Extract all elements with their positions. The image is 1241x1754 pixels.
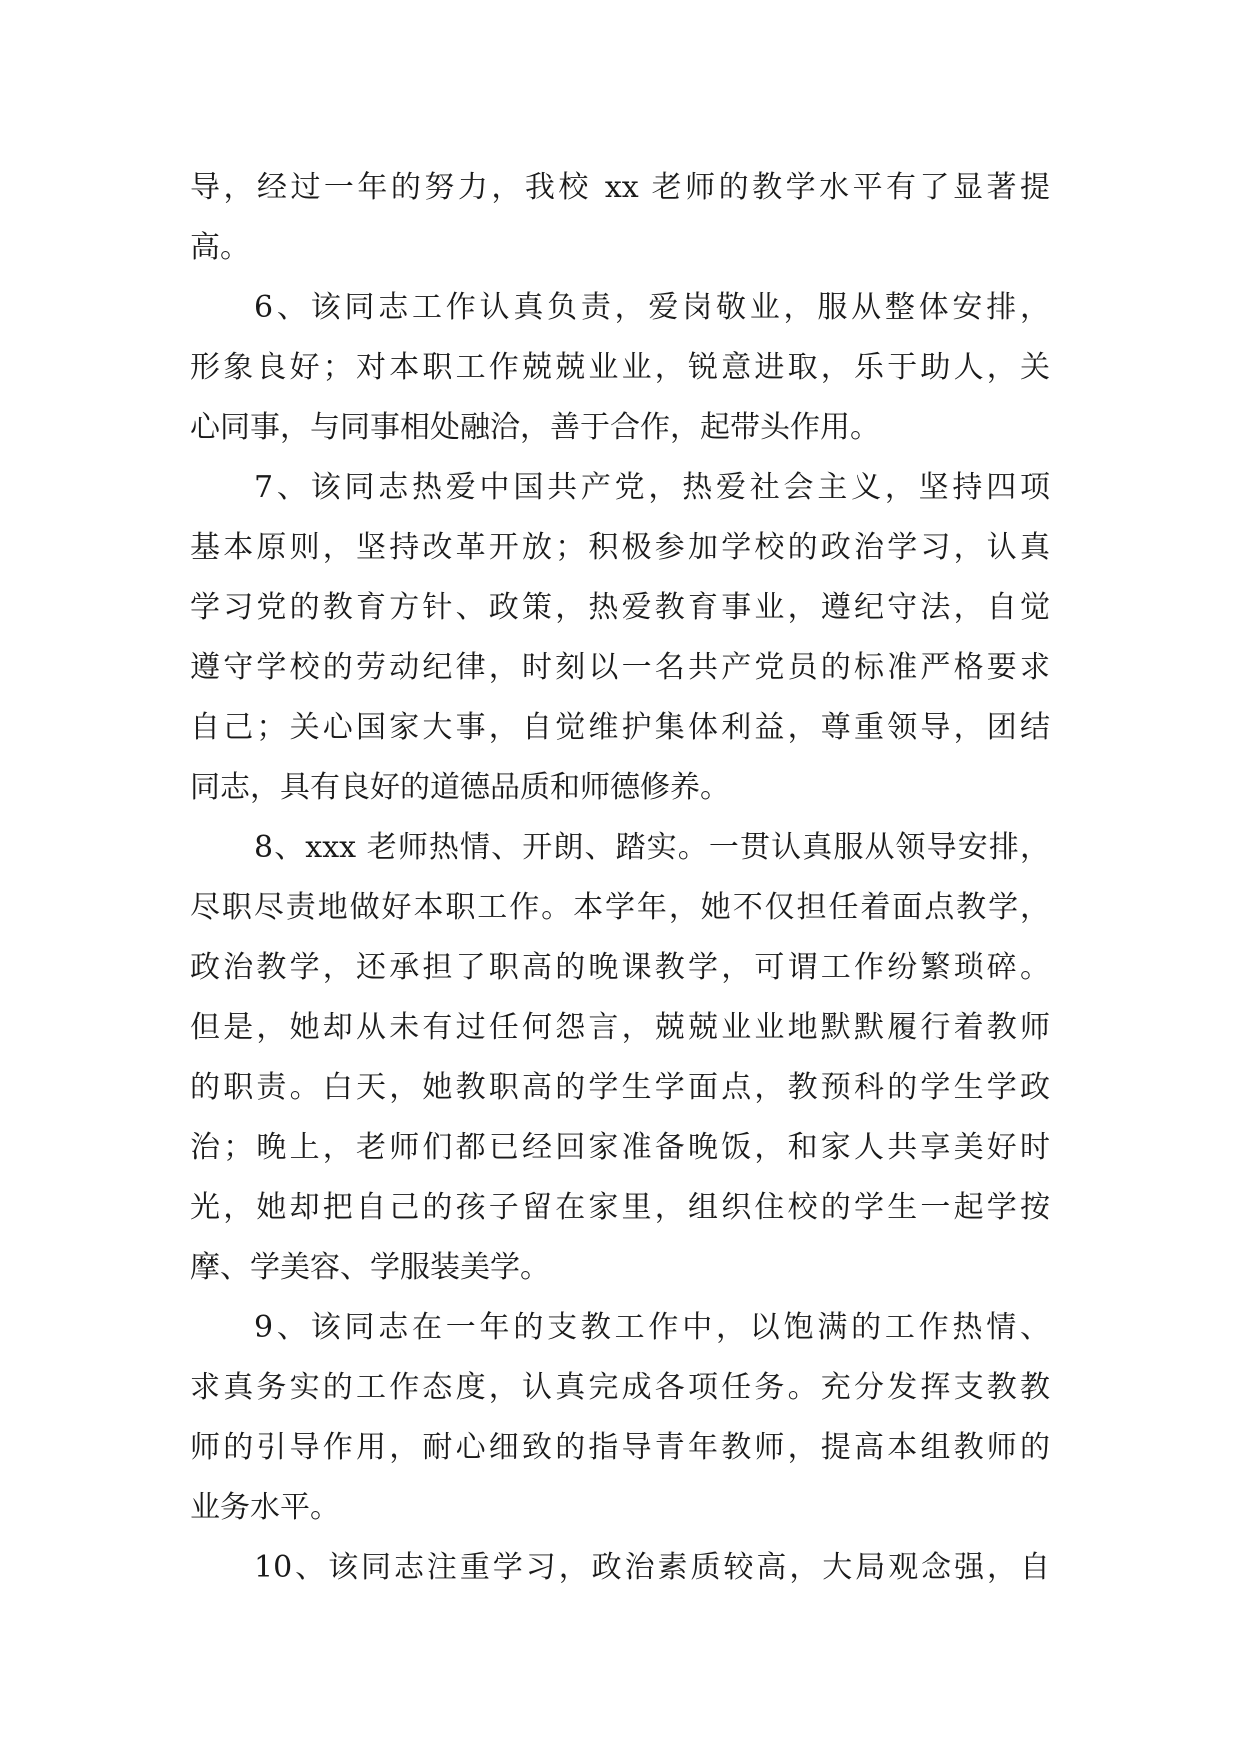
text-line: 9、该同志在一年的支教工作中，以饱满的工作热情、 bbox=[254, 1310, 1050, 1345]
text-line: 同志，具有良好的道德品质和师德修养。 bbox=[190, 770, 730, 805]
paragraph-item-6 bbox=[190, 278, 1050, 458]
text-line: 学习党的教育方针、政策，热爱教育事业，遵纪守法，自觉 bbox=[190, 590, 1050, 625]
text-line: 7、该同志热爱中国共产党，热爱社会主义，坚持四项 bbox=[254, 470, 1050, 505]
text-line: 形象良好；对本职工作兢兢业业，锐意进取，乐于助人，关 bbox=[190, 350, 1050, 385]
text-line: 的职责。白天，她教职高的学生学面点，教预科的学生学政 bbox=[190, 1070, 1050, 1105]
paragraph-item-9 bbox=[190, 1298, 1050, 1538]
text-line: 8、xxx 老师热情、开朗、踏实。一贯认真服从领导安排， bbox=[254, 830, 1050, 865]
text-line: 师的引导作用，耐心细致的指导青年教师，提高本组教师的 bbox=[190, 1430, 1050, 1465]
paragraph-item-10 bbox=[190, 1538, 1050, 1598]
paragraph-item-8 bbox=[190, 818, 1050, 1298]
paragraph-continuation bbox=[190, 158, 1050, 278]
text-line: 治；晚上，老师们都已经回家准备晚饭，和家人共享美好时 bbox=[190, 1130, 1050, 1165]
text-line: 光，她却把自己的孩子留在家里，组织住校的学生一起学按 bbox=[190, 1190, 1050, 1225]
text-line: 导，经过一年的努力，我校 xx 老师的教学水平有了显著提 bbox=[190, 170, 1050, 205]
text-line: 摩、学美容、学服装美学。 bbox=[190, 1250, 550, 1285]
text-line: 尽职尽责地做好本职工作。本学年，她不仅担任着面点教学， bbox=[190, 890, 1050, 925]
text-line: 但是，她却从未有过任何怨言，兢兢业业地默默履行着教师 bbox=[190, 1010, 1050, 1045]
text-line: 业务水平。 bbox=[190, 1490, 340, 1525]
text-line: 10、该同志注重学习，政治素质较高，大局观念强，自 bbox=[254, 1550, 1050, 1585]
paragraph-item-7 bbox=[190, 458, 1050, 818]
text-line: 遵守学校的劳动纪律，时刻以一名共产党员的标准严格要求 bbox=[190, 650, 1050, 685]
text-line: 求真务实的工作态度，认真完成各项任务。充分发挥支教教 bbox=[190, 1370, 1050, 1405]
document-body bbox=[190, 158, 1050, 1598]
text-line: 高。 bbox=[190, 230, 250, 265]
text-line: 自己；关心国家大事，自觉维护集体利益，尊重领导，团结 bbox=[190, 710, 1050, 745]
text-line: 心同事，与同事相处融洽，善于合作，起带头作用。 bbox=[190, 410, 880, 445]
text-line: 6、该同志工作认真负责，爱岗敬业，服从整体安排， bbox=[254, 290, 1050, 325]
text-line: 政治教学，还承担了职高的晚课教学，可谓工作纷繁琐碎。 bbox=[190, 950, 1050, 985]
text-line: 基本原则，坚持改革开放；积极参加学校的政治学习，认真 bbox=[190, 530, 1050, 565]
